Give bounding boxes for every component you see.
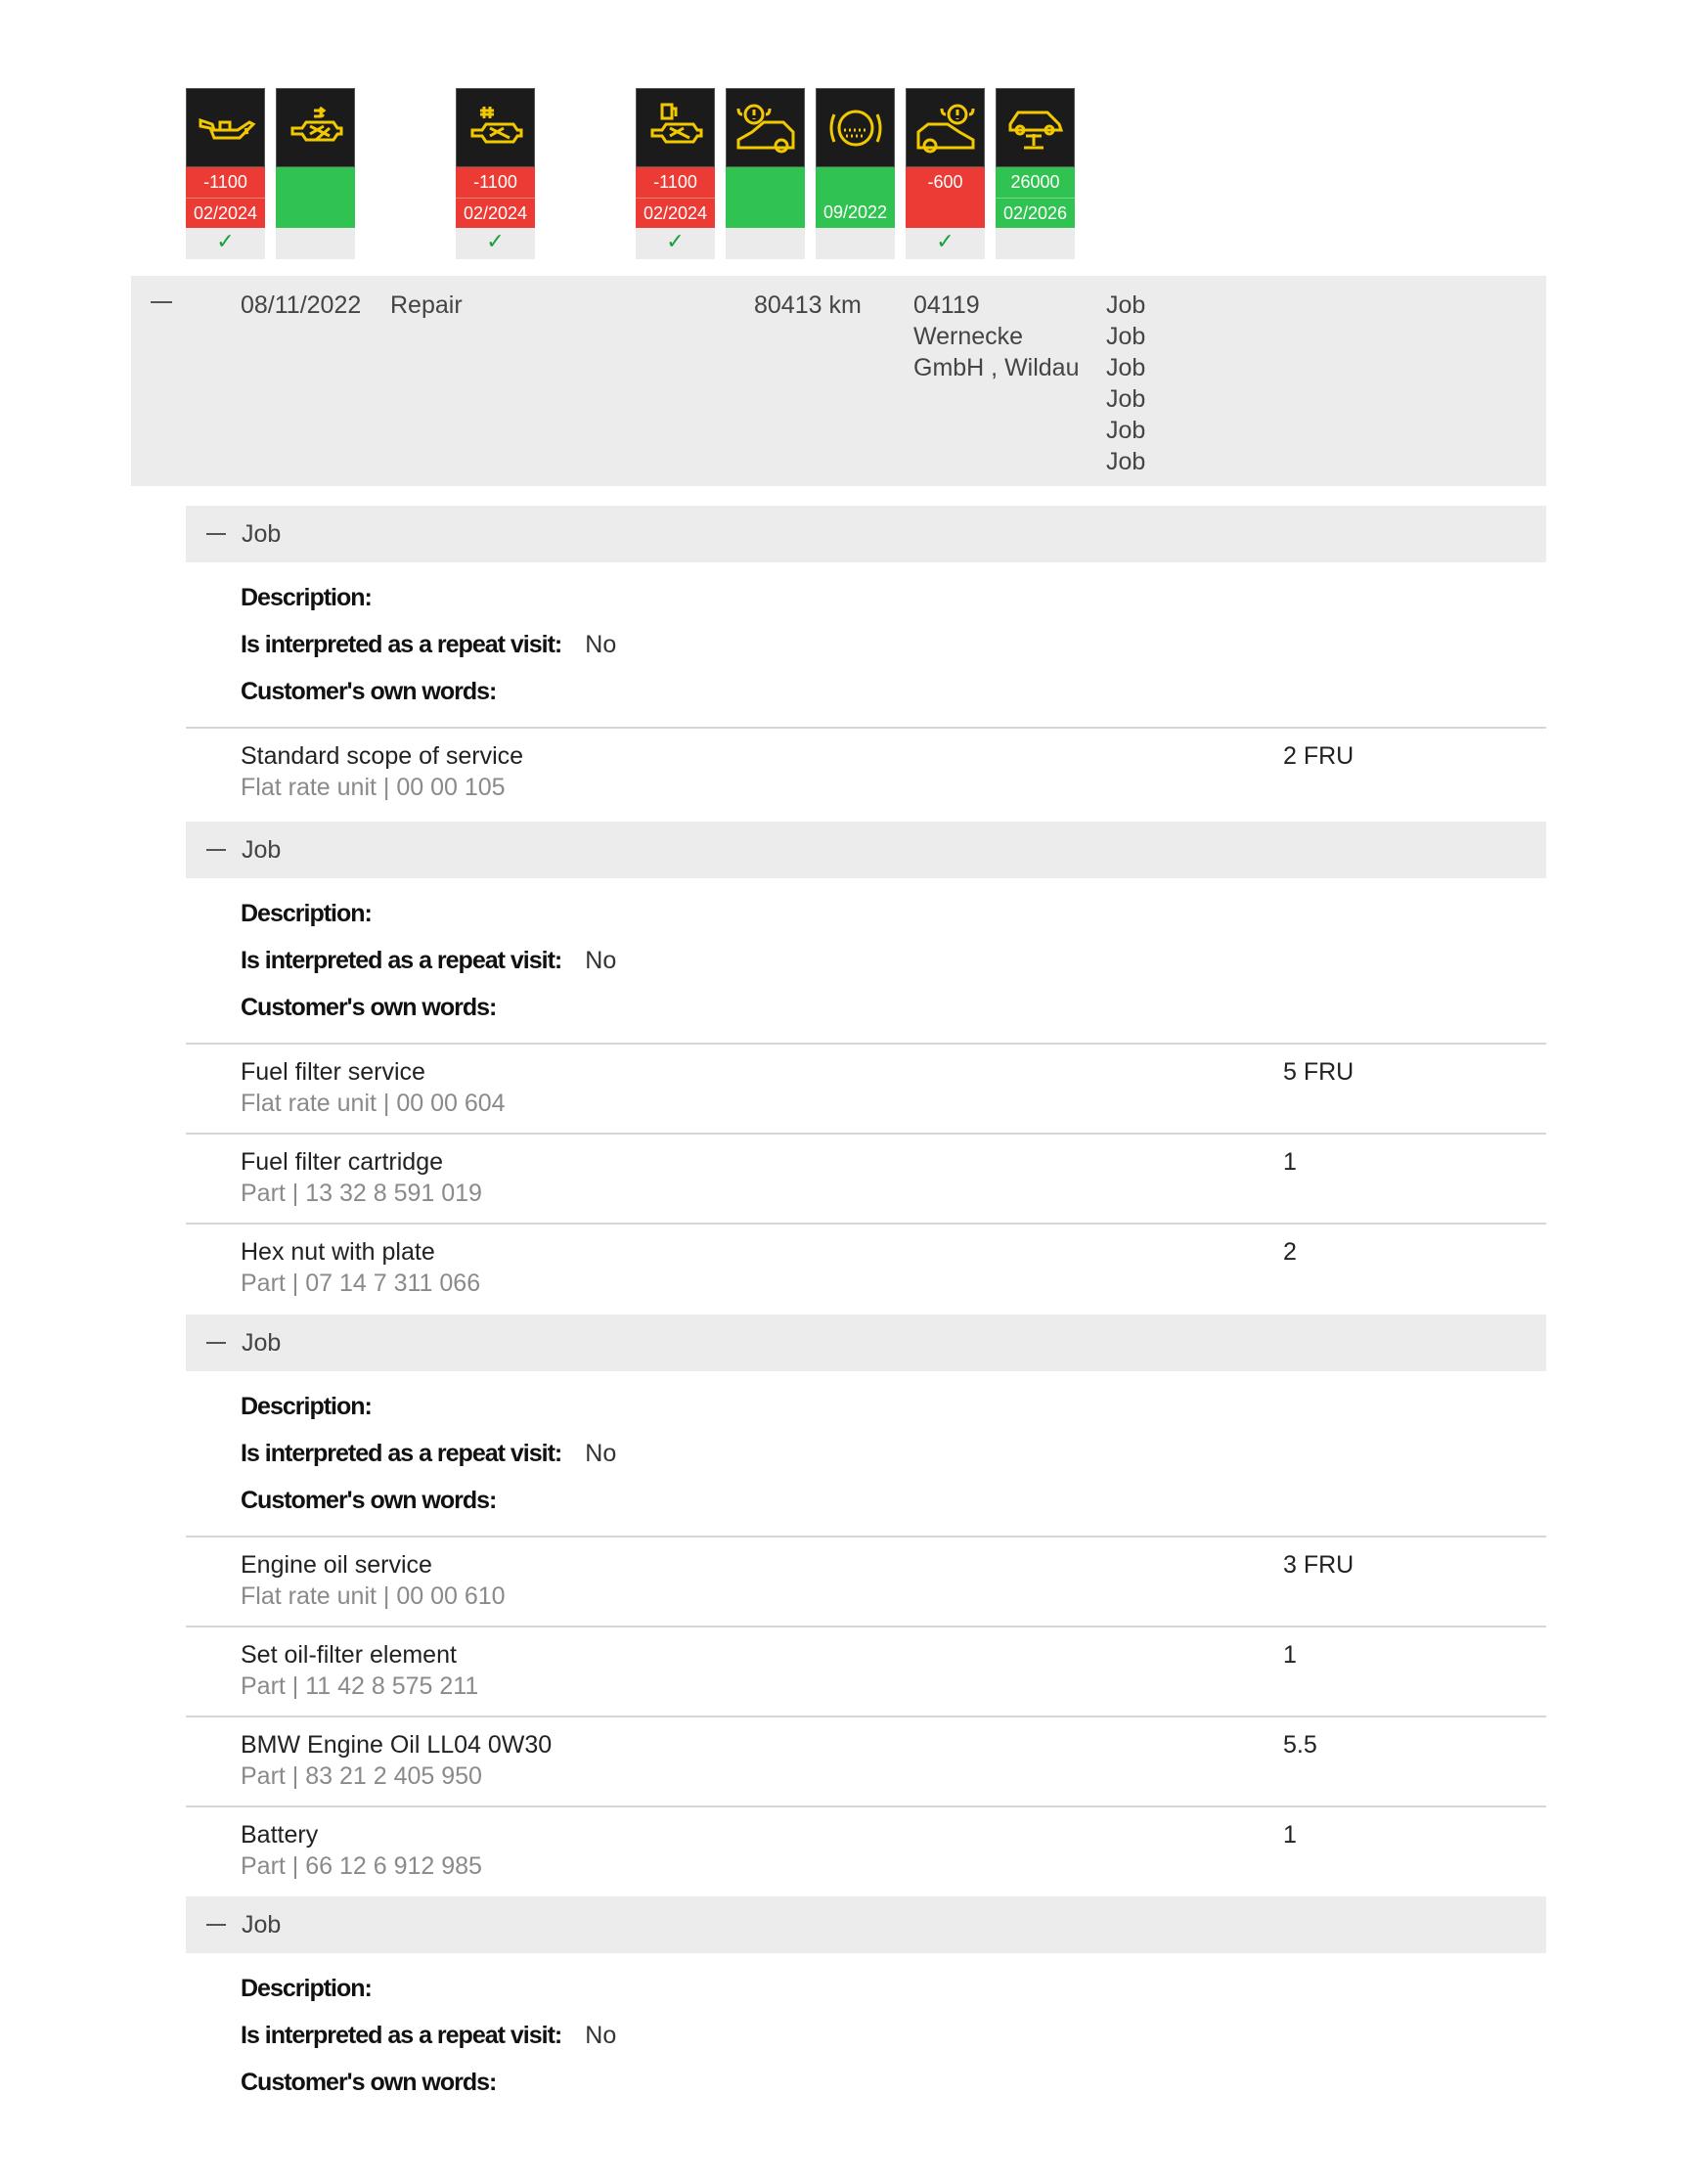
- repeat-visit-value: No: [585, 2022, 617, 2049]
- service-tile-vehicle-check: [996, 88, 1075, 259]
- job-line-item: [186, 727, 1546, 817]
- job-section: [186, 506, 1546, 817]
- item-quantity: 1: [1283, 1821, 1297, 1849]
- visit-job-entry: Job: [1106, 323, 1146, 350]
- item-reference: Flat rate unit | 00 00 610: [241, 1582, 506, 1610]
- job-title: Job: [242, 836, 282, 864]
- job-title: Job: [242, 1911, 282, 1939]
- service-tile-rear-brakes: [906, 88, 985, 259]
- job-header[interactable]: [186, 506, 1546, 562]
- item-name: BMW Engine Oil LL04 0W30: [241, 1731, 553, 1759]
- service-tile-micro-filter: [456, 88, 535, 259]
- repeat-visit-value: No: [585, 1440, 617, 1467]
- service-tile-fuel-filter: [636, 88, 715, 259]
- dealer-info: [913, 290, 1079, 383]
- job-title: Job: [242, 520, 282, 548]
- check-mark-icon: ✓: [636, 228, 715, 259]
- tile-value: -600: [927, 172, 963, 192]
- visit-job-entry: Job: [1106, 354, 1146, 381]
- tile-status: [726, 167, 805, 228]
- item-quantity: 2: [1283, 1238, 1297, 1266]
- service-tile-particulate-filter: [276, 88, 355, 259]
- check-mark-icon: ✓: [186, 228, 265, 259]
- job-line-item: [186, 1626, 1546, 1716]
- item-reference: Flat rate unit | 00 00 604: [241, 1090, 506, 1117]
- job-header[interactable]: [186, 1315, 1546, 1371]
- job-line-item: [186, 1805, 1546, 1895]
- job-meta: [186, 1383, 1546, 1524]
- vehicle-inspection-lift-icon: [996, 88, 1075, 167]
- item-quantity: 2 FRU: [1283, 742, 1355, 770]
- description-label: Description:: [241, 1975, 372, 2002]
- item-reference: Part | 83 21 2 405 950: [241, 1762, 482, 1790]
- front-brake-warning-icon: [726, 88, 805, 167]
- item-name: Engine oil service: [241, 1551, 432, 1579]
- repeat-visit-label: Is interpreted as a repeat visit:: [241, 2022, 562, 2049]
- job-line-item: [186, 1133, 1546, 1223]
- collapse-icon[interactable]: [206, 533, 226, 535]
- check-mark-icon: [726, 228, 805, 259]
- repeat-visit-value: No: [585, 947, 617, 974]
- description-label: Description:: [241, 584, 372, 611]
- job-section: [186, 822, 1546, 1313]
- dealer-name-line-2: GmbH , Wildau: [913, 354, 1080, 381]
- collapse-icon[interactable]: [206, 1924, 226, 1926]
- tile-value: [276, 167, 355, 198]
- collapse-icon[interactable]: [206, 849, 226, 851]
- job-line-item: [186, 1043, 1546, 1133]
- tile-status: [816, 167, 895, 228]
- tile-value: 26000: [1010, 172, 1060, 192]
- tile-value: -1100: [473, 172, 517, 192]
- job-meta: [186, 890, 1546, 1031]
- collapse-icon[interactable]: [151, 301, 172, 303]
- item-name: Hex nut with plate: [241, 1238, 435, 1266]
- tile-date: 02/2024: [636, 198, 715, 229]
- tile-status: [996, 167, 1075, 228]
- item-reference: Flat rate unit | 00 00 105: [241, 774, 506, 801]
- item-quantity: 1: [1283, 1148, 1297, 1176]
- visit-job-entry: Job: [1106, 385, 1146, 413]
- dealer-code: 04119: [913, 291, 980, 319]
- tile-status: [276, 167, 355, 228]
- visit-summary-row[interactable]: [131, 276, 1546, 486]
- tile-value: [726, 167, 805, 198]
- repeat-visit-label: Is interpreted as a repeat visit:: [241, 1440, 562, 1467]
- rear-brake-warning-icon: [906, 88, 985, 167]
- item-reference: Part | 11 42 8 575 211: [241, 1672, 479, 1700]
- tile-status: [456, 167, 535, 228]
- tile-value: -1100: [653, 172, 697, 192]
- check-mark-icon: ✓: [906, 228, 985, 259]
- service-tile-front-brakes: [726, 88, 805, 259]
- job-section: [186, 1896, 1546, 2106]
- description-label: Description:: [241, 1393, 372, 1420]
- item-reference: Part | 07 14 7 311 066: [241, 1270, 481, 1297]
- visit-date: 08/11/2022: [241, 291, 362, 319]
- job-meta: [186, 1965, 1546, 2106]
- tile-status: [636, 167, 715, 228]
- engine-oil-can-icon: [186, 88, 265, 167]
- item-name: Standard scope of service: [241, 742, 524, 770]
- check-mark-icon: [816, 228, 895, 259]
- repeat-visit-value: No: [585, 631, 617, 658]
- repeat-visit-label: Is interpreted as a repeat visit:: [241, 631, 562, 658]
- tile-status: [186, 167, 265, 228]
- visit-job-entry: Job: [1106, 417, 1146, 444]
- customer-words-label: Customer's own words:: [241, 2069, 497, 2096]
- visit-job-list: [1106, 290, 1145, 477]
- service-tile-engine-oil: [186, 88, 265, 259]
- visit-job-entry: Job: [1106, 448, 1146, 475]
- tile-status: [906, 167, 985, 228]
- item-quantity: 1: [1283, 1641, 1297, 1669]
- brake-fluid-icon: [816, 88, 895, 167]
- visit-job-entry: Job: [1106, 291, 1146, 319]
- check-mark-icon: [276, 228, 355, 259]
- visit-mileage: 80413 km: [754, 291, 862, 319]
- item-name: Set oil-filter element: [241, 1641, 457, 1669]
- tile-date: 02/2024: [456, 198, 535, 229]
- customer-words-label: Customer's own words:: [241, 1487, 497, 1514]
- item-reference: Part | 13 32 8 591 019: [241, 1180, 482, 1207]
- repeat-visit-label: Is interpreted as a repeat visit:: [241, 947, 562, 974]
- item-reference: Part | 66 12 6 912 985: [241, 1852, 482, 1880]
- item-name: Battery: [241, 1821, 319, 1849]
- service-tile-brake-fluid: [816, 88, 895, 259]
- customer-words-label: Customer's own words:: [241, 678, 497, 705]
- description-label: Description:: [241, 900, 372, 927]
- job-line-item: [186, 1223, 1546, 1313]
- item-name: Fuel filter cartridge: [241, 1148, 444, 1176]
- item-name: Fuel filter service: [241, 1058, 425, 1086]
- diesel-particulate-filter-icon: [276, 88, 355, 167]
- micro-filter-icon: [456, 88, 535, 167]
- fuel-filter-icon: [636, 88, 715, 167]
- tile-date: [906, 198, 985, 228]
- job-header[interactable]: [186, 822, 1546, 878]
- check-mark-icon: [996, 228, 1075, 259]
- job-line-item: [186, 1716, 1546, 1805]
- item-quantity: 5.5: [1283, 1731, 1317, 1759]
- visit-type: Repair: [390, 291, 463, 319]
- tile-date: 09/2022: [822, 202, 888, 222]
- job-meta: [186, 574, 1546, 715]
- check-mark-icon: ✓: [456, 228, 535, 259]
- job-title: Job: [242, 1329, 282, 1357]
- job-line-item: [186, 1536, 1546, 1626]
- job-header[interactable]: [186, 1896, 1546, 1953]
- job-section: [186, 1315, 1546, 1895]
- tile-value: [816, 167, 895, 198]
- tile-date: [276, 198, 355, 228]
- tile-value: -1100: [203, 172, 247, 192]
- dealer-name-line-1: Wernecke: [913, 323, 1024, 350]
- tile-date: [726, 198, 805, 228]
- item-quantity: 5 FRU: [1283, 1058, 1355, 1086]
- item-quantity: 3 FRU: [1283, 1551, 1355, 1579]
- customer-words-label: Customer's own words:: [241, 994, 497, 1021]
- collapse-icon[interactable]: [206, 1342, 226, 1344]
- tile-date: 02/2024: [186, 198, 265, 229]
- tile-date: 02/2026: [996, 198, 1075, 229]
